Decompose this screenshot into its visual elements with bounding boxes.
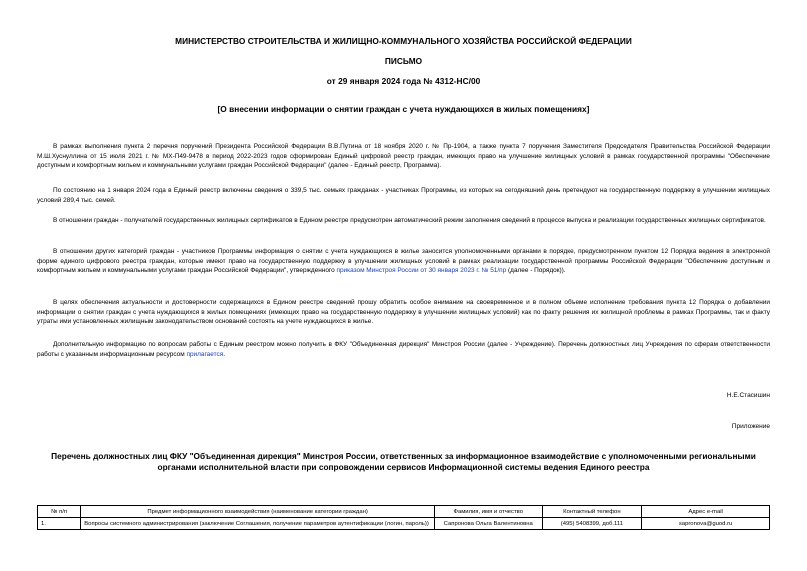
paragraph-4-text-end: (далее - Порядок)). bbox=[506, 267, 566, 275]
paragraph-2: По состоянию на 1 января 2024 года в Единый реестр включены сведения о 339,5 тыс. семьях гражданах - участниках Программы, из которых на сегодняшний день претендуют на государственную поддержку в улучшении жилищных условий 289,4 тыс. семей. bbox=[37, 187, 770, 204]
paragraph-5: В целях обеспечения актуальности и достоверности содержащихся в Едином реестре сведений прошу обратить особое внимание на своевременное и в полном объеме исполнение требования пункта 12 Порядка о добавлении информации о снятии граждан с учета нуждающихся в жилых помещениях (имеющих право на государственную поддержку в улучшении жилищных условий) как по факту решения их жилищной проблемы в рамках Программы, так и факту утраты ими установленных жилищным законодательством оснований состоять на учете нуждающихся в жилье. bbox=[37, 299, 770, 326]
paragraph-4-text-start: В отношении других категорий граждан - участников Программы информация о снятии с учета нуждающихся в жилье заносится уполномоченными органами в порядке, предусмотренном пунктом 12 Порядка ведения в электронной форме единого цифрового реестра граждан, которые имеют право на государственную поддержку в улучшении жилищных условий в рамках реализации государственной программы Российской Федерации "Обеспечение доступным и комфортным жильем и коммунальными услугами граждан Российской Федерации", утвержденного bbox=[37, 248, 770, 275]
order-link[interactable]: приказом Минстроя России от 30 января 2023 г. № 51/пр bbox=[336, 267, 507, 275]
annex-label: Приложение bbox=[731, 423, 770, 430]
cell-subject: Вопросы системного администрирования (заключение Соглашения, получение параметров аутентификации (логин, пароль)) bbox=[81, 518, 435, 530]
paragraph-1: В рамках выполнения пункта 2 перечня поручений Президента Российской Федерации В.В.Путина от 18 ноября 2020 г. № Пр-1904, а также пункта 7 поручения Заместителя Председателя Правительства Российской Федерации М.Ш.Хуснуллина от 15 июля 2021 г. № МХ-П49-9478 в период 2022-2023 годов сформирован Единый цифровой реестр граждан, имеющих право на улучшение жилищных условий в рамках государственной программы "Обеспечение доступным и комфортным жильем и коммунальными услугами граждан Российской Федерации" (далее - Единый реестр, Программа). bbox=[37, 143, 770, 170]
cell-phone: (495) 5408399, доб.111 bbox=[542, 518, 642, 530]
document-subject: [О внесении информации о снятии граждан с учета нуждающихся в жилых помещениях] bbox=[217, 104, 590, 114]
signature: Н.Е.Стасишин bbox=[726, 392, 770, 399]
paragraph-3: В отношении граждан - получателей государственных жилищных сертификатов в Едином реестре предусмотрен автоматический режим заполнения сведений в процессе выпуска и реализации государственных жилищных сертификатов. bbox=[53, 217, 766, 224]
annex-link[interactable]: прилагается bbox=[186, 350, 224, 358]
cell-name: Сапронова Ольга Валентиновна bbox=[434, 518, 542, 530]
header-name: Фамилия, имя и отчество bbox=[434, 506, 542, 518]
document-type: ПИСЬМО bbox=[384, 56, 423, 66]
table-header-row bbox=[38, 506, 770, 518]
document-date-number: от 29 января 2024 года № 4312-НС/00 bbox=[326, 76, 481, 86]
cell-number: 1. bbox=[38, 518, 81, 530]
paragraph-6 bbox=[37, 340, 770, 359]
header-subject: Предмет информационного взаимодействия (наименование категории граждан) bbox=[81, 506, 435, 518]
annex-title: Перечень должностных лиц ФКУ "Объединенная дирекция" Минстроя России, ответственных за информационное взаимодействие с уполномоченными региональными органами исполнительной власти при сопровождении сервисов Информационной системы ведения Единого реестра bbox=[51, 451, 756, 472]
header-phone: Контактный телефон bbox=[542, 506, 642, 518]
paragraph-6-text-end: . bbox=[223, 350, 225, 358]
ministry-name: МИНИСТЕРСТВО СТРОИТЕЛЬСТВА И ЖИЛИЩНО-КОММУНАЛЬНОГО ХОЗЯЙСТВА РОССИЙСКОЙ ФЕДЕРАЦИИ bbox=[175, 36, 632, 46]
table-row bbox=[38, 518, 770, 530]
contacts-table bbox=[37, 505, 770, 530]
cell-email[interactable]: sapronova@guod.ru bbox=[642, 518, 770, 530]
header-number: № п/п bbox=[38, 506, 81, 518]
paragraph-6-text-start: Дополнительную информацию по вопросам работы с Единым реестром можно получить в ФКУ "Объединенная дирекция" Минстроя России (далее - Учреждение). Перечень должностных лиц Учреждения по сферам ответственности работы с указанным информационным ресурсом bbox=[37, 341, 770, 358]
paragraph-4 bbox=[37, 247, 770, 276]
header-email: Адрес e-mail bbox=[642, 506, 770, 518]
